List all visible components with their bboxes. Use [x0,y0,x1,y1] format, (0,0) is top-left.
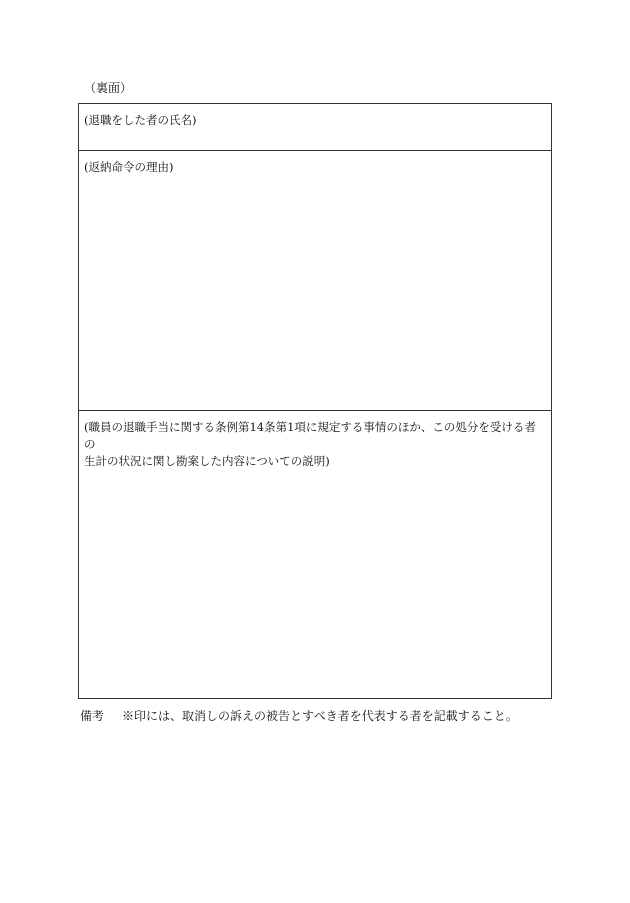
section-label-return-order-reason: (返納命令の理由) [84,160,174,174]
remarks-heading: 備考 [80,709,105,723]
remarks-note [80,708,518,724]
section-label-retiree-name: (退職をした者の氏名) [84,113,197,127]
section-circumstance-explanation [79,410,551,698]
section-return-order-reason [79,150,551,410]
form-table [78,103,552,699]
side-label: （裏面） [84,81,133,95]
section-label-circumstance-explanation: (職員の退職手当に関する条例第14条第1項に規定する事情のほか、この処分を受ける者の 生計の状況に関し勘案した内容についての説明) [84,420,536,468]
section-retiree-name [79,104,551,150]
remarks-text: ※印には、取消しの訴えの被告とすべき者を代表する者を記載すること。 [122,709,518,723]
